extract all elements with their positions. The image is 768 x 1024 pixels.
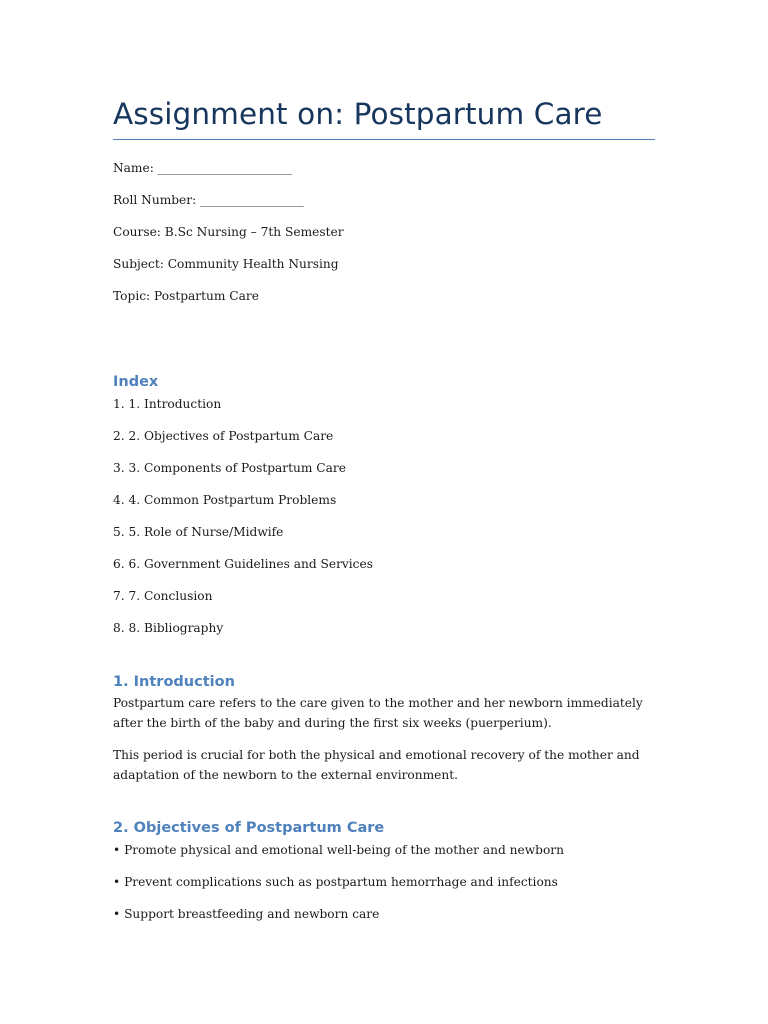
title-underline	[113, 139, 655, 140]
index-item: 8. 8. Bibliography	[113, 621, 224, 635]
roll-number-field: Roll Number: _________________	[113, 193, 304, 207]
objective-item: • Prevent complications such as postpartum hemorrhage and infections	[113, 875, 558, 889]
name-field: Name: ______________________	[113, 161, 292, 175]
introduction-paragraph: This period is crucial for both the physical and emotional recovery of the mother and adaptation of the newborn to the external environment.	[113, 748, 640, 782]
subject-field: Subject: Community Health Nursing	[113, 257, 339, 271]
course-field: Course: B.Sc Nursing – 7th Semester	[113, 225, 344, 239]
index-item: 3. 3. Components of Postpartum Care	[113, 461, 346, 475]
index-item: 5. 5. Role of Nurse/Midwife	[113, 525, 284, 539]
objective-item: • Promote physical and emotional well-being of the mother and newborn	[113, 843, 564, 857]
index-item: 2. 2. Objectives of Postpartum Care	[113, 429, 334, 443]
document-title: Assignment on: Postpartum Care	[113, 97, 603, 131]
index-item: 6. 6. Government Guidelines and Services	[113, 557, 373, 571]
introduction-heading: 1. Introduction	[113, 674, 235, 690]
topic-field: Topic: Postpartum Care	[113, 289, 259, 303]
index-heading: Index	[113, 374, 159, 390]
index-item: 4. 4. Common Postpartum Problems	[113, 493, 337, 507]
index-item: 1. 1. Introduction	[113, 397, 222, 411]
objective-item: • Support breastfeeding and newborn care	[113, 907, 380, 921]
index-item: 7. 7. Conclusion	[113, 589, 213, 603]
objectives-heading: 2. Objectives of Postpartum Care	[113, 820, 385, 836]
introduction-paragraph: Postpartum care refers to the care given to the mother and her newborn immediately after the birth of the baby and during the first six weeks (puerperium).	[113, 696, 643, 730]
